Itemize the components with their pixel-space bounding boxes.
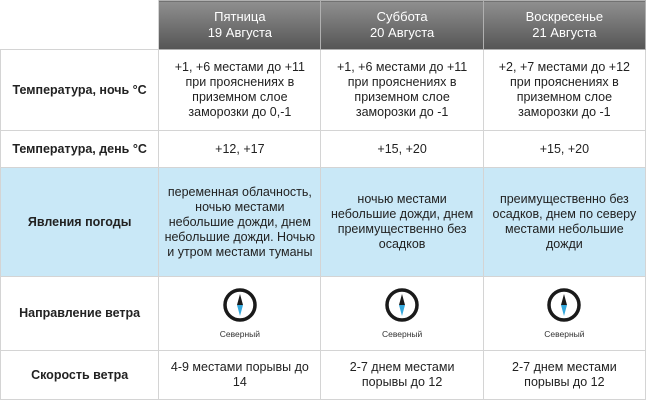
cell-value: +2, +7 местами до +12 при прояснениях в приземном слое заморозки до -1 [483, 50, 645, 131]
day-weekday: Воскресенье [525, 9, 604, 24]
row-label: Температура, день °C [1, 131, 159, 168]
row-day-temperature [1, 131, 646, 168]
row-label: Температура, ночь °C [1, 50, 159, 131]
day-weekday: Пятница [214, 9, 266, 24]
cell-value: +1, +6 местами до +11 при прояснениях в приземном слое заморозки до -1 [321, 50, 483, 131]
row-label: Явления погоды [1, 168, 159, 277]
day-header-sunday [483, 1, 645, 50]
cell-wind-direction [159, 277, 321, 351]
row-wind-direction [1, 277, 646, 351]
wind-compass-icon [384, 287, 420, 323]
cell-wind-direction [321, 277, 483, 351]
header-row [1, 1, 646, 50]
day-date: 20 Августа [369, 25, 435, 40]
wind-compass-icon [546, 287, 582, 323]
row-night-temperature [1, 50, 646, 131]
row-label: Скорость ветра [1, 351, 159, 400]
cell-value: +1, +6 местами до +11 при прояснениях в приземном слое заморозки до 0,-1 [159, 50, 321, 131]
cell-wind-direction [483, 277, 645, 351]
day-header-saturday [321, 1, 483, 50]
day-header-friday [159, 1, 321, 50]
cell-value: +15, +20 [321, 131, 483, 168]
cell-value: +12, +17 [159, 131, 321, 168]
header-corner [1, 1, 159, 50]
cell-value: 2-7 днем местами порывы до 12 [321, 351, 483, 400]
wind-direction-text: Северный [544, 328, 585, 339]
cell-value: 4-9 местами порывы до 14 [159, 351, 321, 400]
row-wind-speed [1, 351, 646, 400]
wind-direction-text: Северный [381, 328, 423, 339]
cell-value: переменная облачность, ночью местами небольшие дожди, днем небольшие дожди. Ночью и утром местами туманы [159, 168, 321, 277]
row-weather [1, 168, 646, 277]
wind-direction-text: Северный [219, 328, 260, 339]
row-label: Направление ветра [1, 277, 159, 351]
cell-value: преимущественно без осадков, днем по северу местами небольшие дожди [483, 168, 645, 277]
cell-value: +15, +20 [483, 131, 645, 168]
cell-value: ночью местами небольшие дожди, днем преимущественно без осадков [321, 168, 483, 277]
wind-compass-icon [222, 287, 258, 323]
day-weekday: Суббота [376, 9, 428, 24]
day-date: 19 Августа [207, 25, 272, 40]
day-date: 21 Августа [532, 25, 597, 40]
cell-value: 2-7 днем местами порывы до 12 [483, 351, 645, 400]
